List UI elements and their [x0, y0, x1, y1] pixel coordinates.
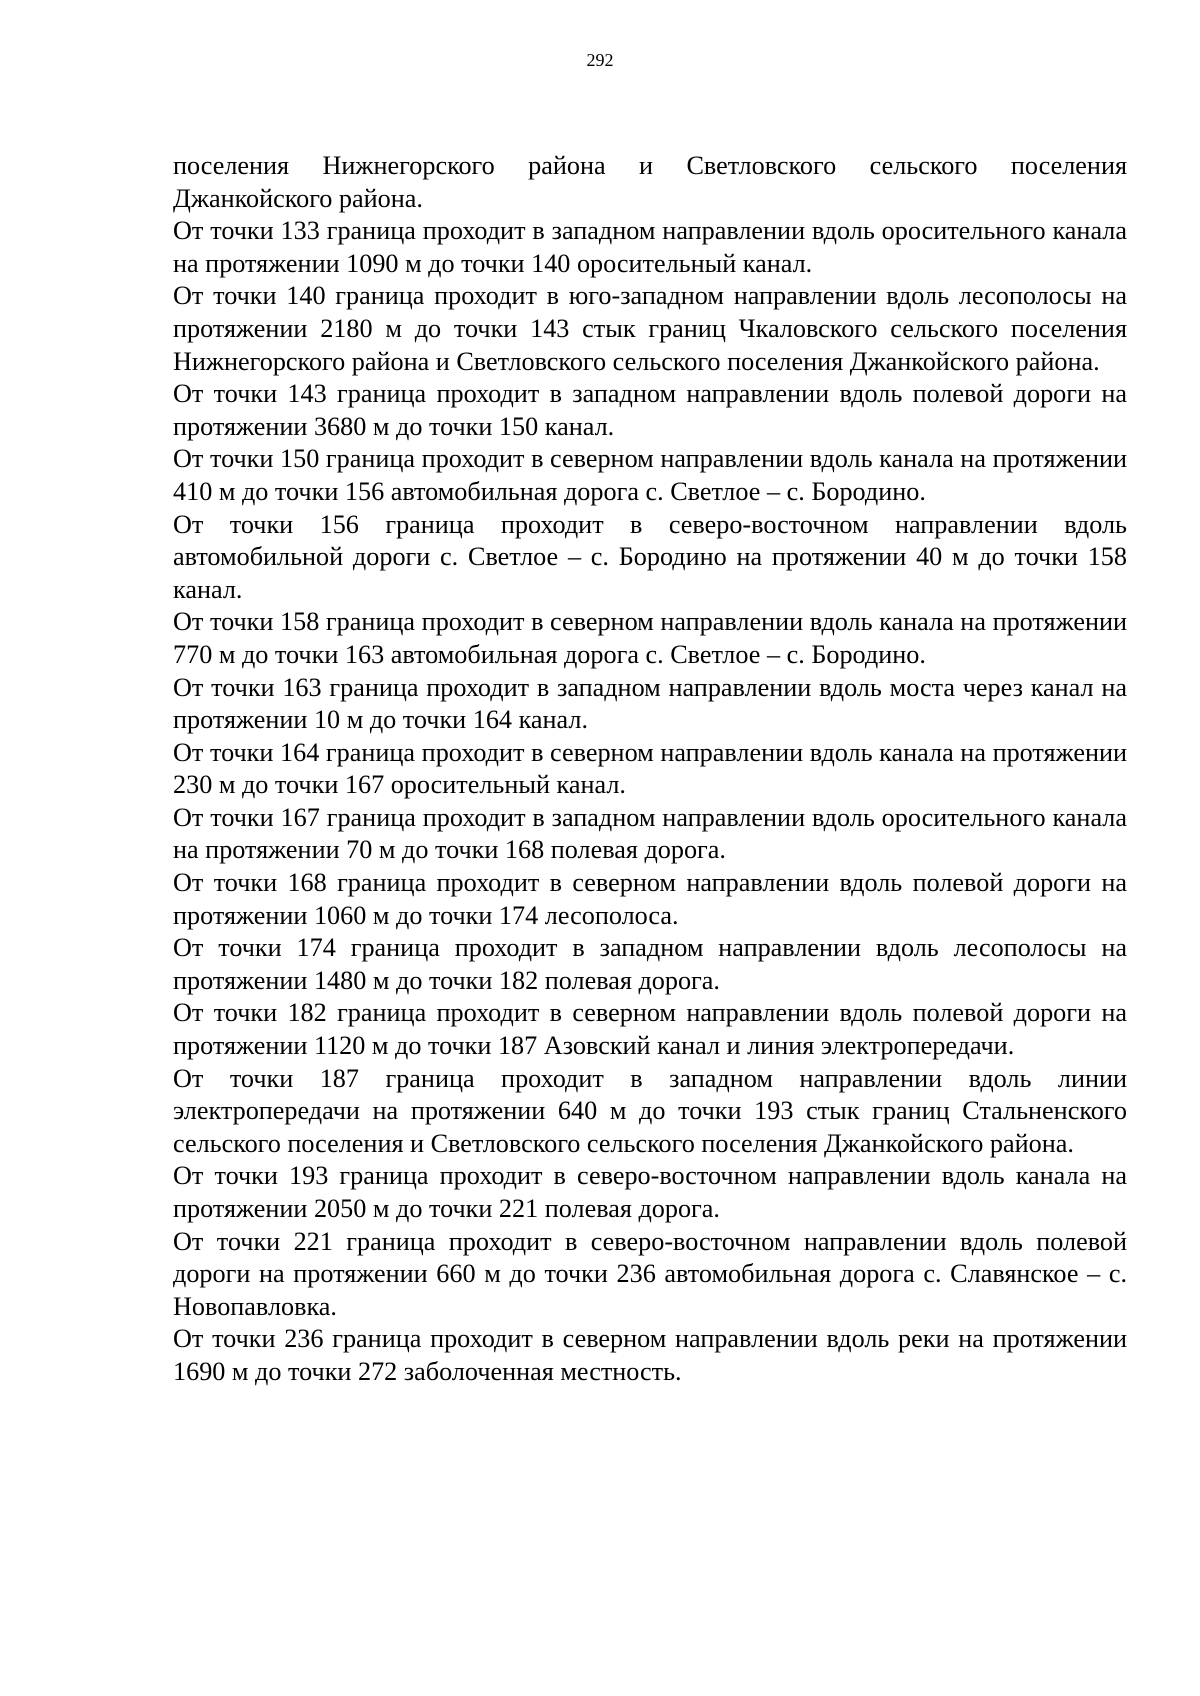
document-body — [173, 150, 1127, 1389]
paragraph: От точки 168 граница проходит в северном направлении вдоль полевой дороги на протяжении 1060 м до точки 174 лесополоса. — [173, 868, 1127, 930]
paragraph: От точки 133 граница проходит в западном направлении вдоль оросительного канала на протяжении 1090 м до точки 140 оросительный канал. — [173, 216, 1127, 278]
paragraph: От точки 193 граница проходит в северо-восточном направлении вдоль канала на протяжении 2050 м до точки 221 полевая дорога. — [173, 1161, 1127, 1223]
paragraph: От точки 174 граница проходит в западном направлении вдоль лесополосы на протяжении 1480 м до точки 182 полевая дорога. — [173, 933, 1127, 995]
paragraph: От точки 187 граница проходит в западном направлении вдоль линии электропередачи на протяжении 640 м до точки 193 стык границ Стальненского сельского поселения и Светловского сельского поселения Джанкойского района. — [173, 1063, 1127, 1158]
paragraph: поселения Нижнегорского района и Светловского сельского поселения Джанкойского района. — [173, 151, 1127, 213]
paragraph: От точки 163 граница проходит в западном направлении вдоль моста через канал на протяжении 10 м до точки 164 канал. — [173, 672, 1127, 735]
paragraph: От точки 150 граница проходит в северном направлении вдоль канала на протяжении 410 м до точки 156 автомобильная дорога с. Светлое – с. Бородино. — [173, 444, 1127, 506]
paragraph: От точки 221 граница проходит в северо-восточном направлении вдоль полевой дороги на протяжении 660 м до точки 236 автомобильная дорога с. Славянское – с. Новопавловка. — [173, 1226, 1127, 1321]
paragraph: От точки 140 граница проходит в юго-западном направлении вдоль лесополосы на протяжении 2180 м до точки 143 стык границ Чкаловского сельского поселения Нижнегорского района и Светловского сельского поселения Джанкойского района. — [173, 281, 1127, 376]
paragraph: От точки 143 граница проходит в западном направлении вдоль полевой дороги на протяжении 3680 м до точки 150 канал. — [173, 379, 1127, 441]
page-number: 292 — [586, 50, 614, 70]
paragraph: От точки 164 граница проходит в северном направлении вдоль канала на протяжении 230 м до точки 167 оросительный канал. — [173, 737, 1127, 800]
paragraph: От точки 158 граница проходит в северном направлении вдоль канала на протяжении 770 м до точки 163 автомобильная дорога с. Светлое – с. Бородино. — [173, 607, 1127, 669]
paragraph: От точки 156 граница проходит в северо-восточном направлении вдоль автомобильной дороги с. Светлое – с. Бородино на протяжении 40 м до точки 158 канал. — [173, 509, 1127, 604]
paragraph: От точки 182 граница проходит в северном направлении вдоль полевой дороги на протяжении 1120 м до точки 187 Азовский канал и линия электропередачи. — [173, 998, 1127, 1061]
paragraph: От точки 236 граница проходит в северном направлении вдоль реки на протяжении 1690 м до точки 272 заболоченная местность. — [173, 1324, 1127, 1386]
paragraph: От точки 167 граница проходит в западном направлении вдоль оросительного канала на протяжении 70 м до точки 168 полевая дорога. — [173, 802, 1127, 865]
